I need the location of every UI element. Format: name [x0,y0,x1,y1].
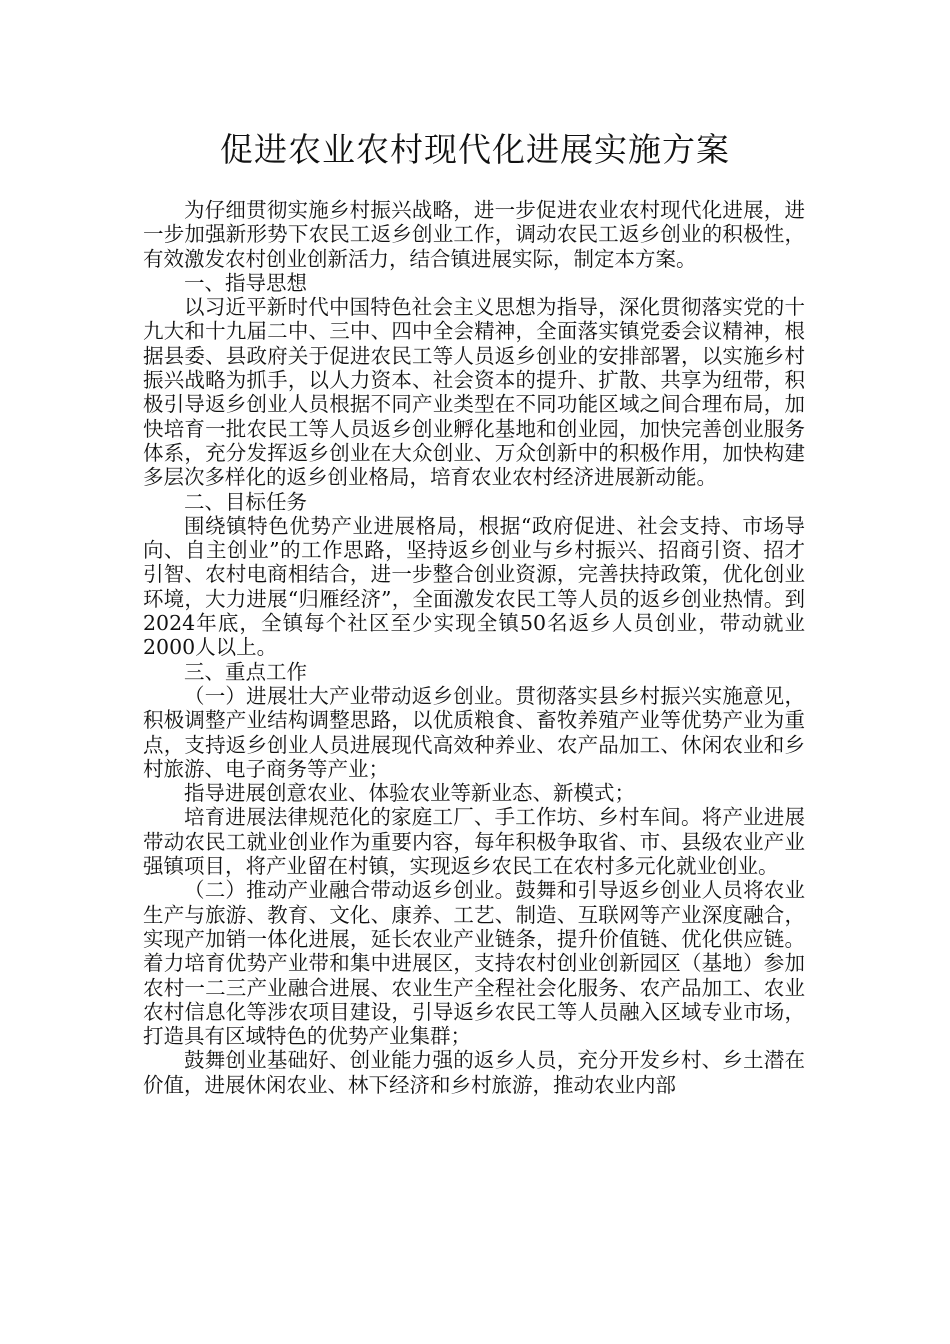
key-work-item-1-paragraph: （一）进展壮大产业带动返乡创业。贯彻落实县乡村振兴实施意见，积极调整产业结构调整思路，以优质粮食、畜牧养殖产业等优势产业为重点，支持返乡创业人员进展现代高效种养业、农产品加工、休闲农业和乡村旅游、电子商务等产业； [143,683,805,781]
key-work-item-1-continuation-2: 培育进展法律规范化的家庭工厂、手工作坊、乡村车间。将产业进展带动农民工就业创业作为重要内容，每年积极争取省、市、县级农业产业强镇项目，将产业留在村镇，实现返乡农民工在农村多元化就业创业。 [143,805,805,879]
key-work-item-1-continuation: 指导进展创意农业、体验农业等新业态、新模式； [184,781,635,806]
key-work-item-2-paragraph: （二）推动产业融合带动返乡创业。鼓舞和引导返乡创业人员将农业生产与旅游、教育、文化、康养、工艺、制造、互联网等产业深度融合，实现产加销一体化进展，延长农业产业链条，提升价值链、优化供应链。着力培育优势产业带和集中进展区，支持农村创业创新园区（基地）参加农村一二三产业融合进展、农业生产全程社会化服务、农产品加工、农业农村信息化等涉农项目建设，引导返乡农民工等人员融入区域专业市场，打造具有区域特色的优势产业集群； [143,878,805,1049]
key-work-item-2-continuation: 鼓舞创业基础好、创业能力强的返乡人员，充分开发乡村、乡土潜在价值，进展休闲农业、林下经济和乡村旅游，推动农业内部 [143,1048,805,1097]
section-heading-guiding-ideology: 一、指导思想 [184,270,307,295]
section-heading-key-work: 三、重点工作 [184,659,307,684]
section-heading-goals: 二、目标任务 [184,489,307,514]
document-body [143,198,805,1097]
document-title: 促进农业农村现代化进展实施方案 [220,130,730,169]
intro-paragraph: 为仔细贯彻实施乡村振兴战略，进一步促进农业农村现代化进展，进一步加强新形势下农民工返乡创业工作，调动农民工返乡创业的积极性，有效激发农村创业创新活力，结合镇进展实际，制定本方案。 [143,198,805,271]
guiding-ideology-paragraph: 以习近平新时代中国特色社会主义思想为指导，深化贯彻落实党的十九大和十九届二中、三中、四中全会精神，全面落实镇党委会议精神，根据县委、县政府关于促进农民工等人员返乡创业的安排部署，以实施乡村振兴战略为抓手，以人力资本、社会资本的提升、扩散、共享为纽带，积极引导返乡创业人员根据不同产业类型在不同功能区域之间合理布局，加快培育一批农民工等人员返乡创业孵化基地和创业园，加快完善创业服务体系，充分发挥返乡创业在大众创业、万众创新中的积极作用，加快构建多层次多样化的返乡创业格局，培育农业农村经济进展新动能。 [143,295,805,490]
goals-paragraph: 围绕镇特色优势产业进展格局，根据“政府促进、社会支持、市场导向、自主创业”的工作思路，坚持返乡创业与乡村振兴、招商引资、招才引智、农村电商相结合，进一步整合创业资源，完善扶持政策，优化创业环境，大力进展“归雁经济”，全面激发农民工等人员的返乡创业热情。到2024年底，全镇每个社区至少实现全镇50名返乡人员创业，带动就业2000人以上。 [143,513,805,660]
